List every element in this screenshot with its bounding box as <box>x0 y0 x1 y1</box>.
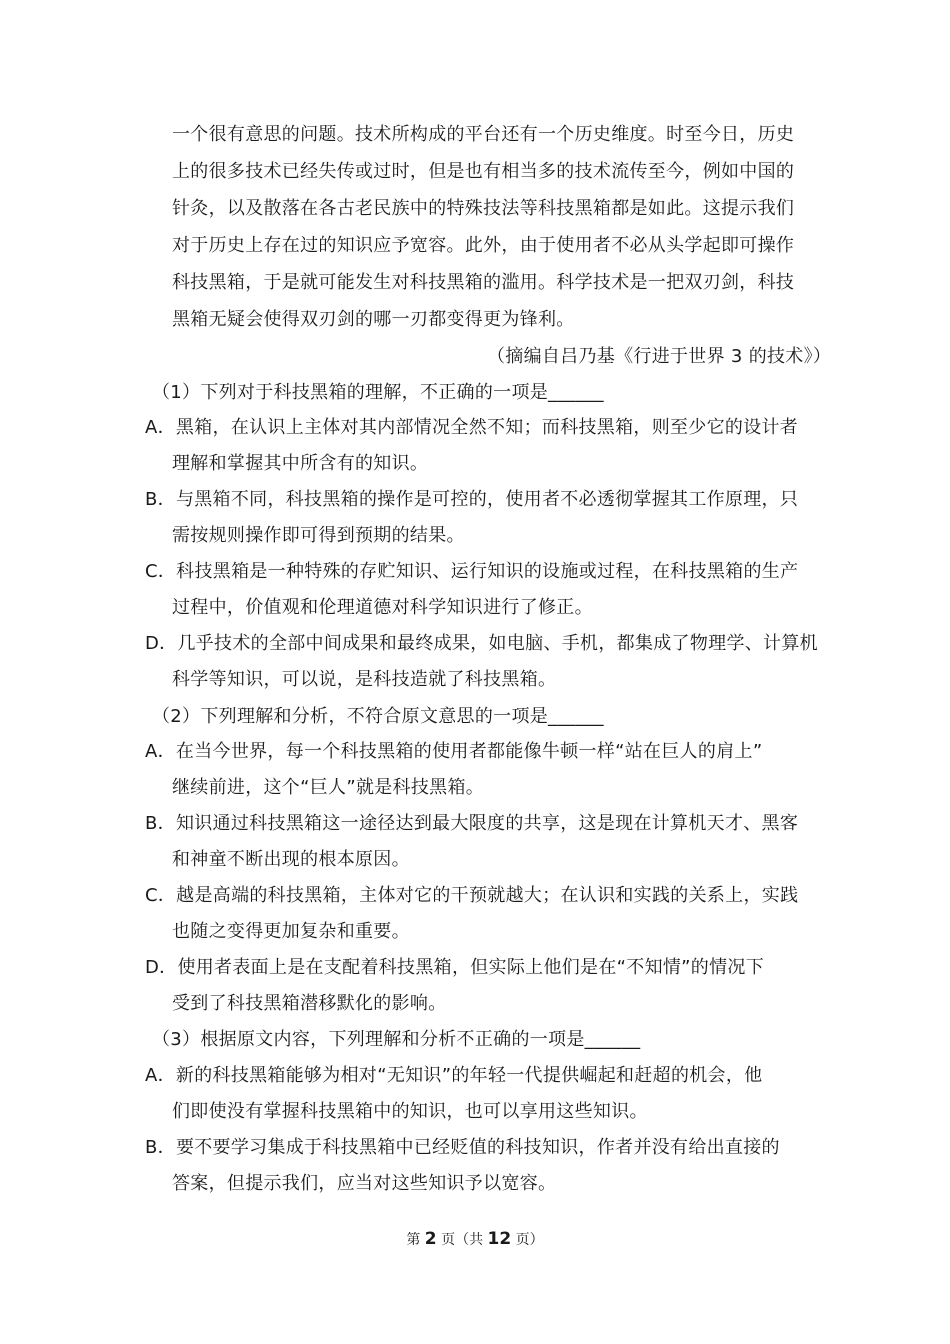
option-b: B．要不要学习集成于科技黑箱中已经贬值的科技知识，作者并没有给出直接的 <box>145 1137 780 1158</box>
option-a: A．黑箱，在认识上主体对其内部情况全然不知；而科技黑箱，则至少它的设计者 <box>145 417 799 438</box>
option-b-continued: 和神童不断出现的根本原因。 <box>172 849 410 870</box>
option-c: C．科技黑箱是一种特殊的存贮知识、运行知识的设施或过程，在科技黑箱的生产 <box>145 561 799 582</box>
option-d-continued: 受到了科技黑箱潜移默化的影响。 <box>172 993 447 1014</box>
option-a-continued: 继续前进，这个“巨人”就是科技黑箱。 <box>172 777 485 798</box>
footer-prefix: 第 <box>406 1232 425 1248</box>
option-a-continued: 理解和掌握其中所含有的知识。 <box>172 453 429 474</box>
option-c-continued: 过程中，价值观和伦理道德对科学知识进行了修正。 <box>172 597 593 618</box>
option-a: A．新的科技黑箱能够为相对“无知识”的年轻一代提供崛起和赶超的机会，他 <box>145 1065 763 1086</box>
option-d: D．使用者表面上是在支配着科技黑箱，但实际上他们是在“不知情”的情况下 <box>145 957 765 978</box>
option-d-continued: 科学等知识，可以说，是科技造就了科技黑箱。 <box>172 669 557 690</box>
passage-source: （摘编自吕乃基《行进于世界 3 的技术》） <box>487 346 832 367</box>
option-d: D．几乎技术的全部中间成果和最终成果，如电脑、手机，都集成了物理学、计算机 <box>145 633 818 654</box>
option-b: B．知识通过科技黑箱这一途径达到最大限度的共享，这是现在计算机天才、黑客 <box>145 813 799 834</box>
question-stem: （1）下列对于科技黑箱的理解，不正确的一项是______ <box>152 382 604 403</box>
option-b-continued: 答案，但提示我们，应当对这些知识予以宽容。 <box>172 1173 557 1194</box>
footer-page-number: 2 <box>424 1229 437 1249</box>
option-b: B．与黑箱不同，科技黑箱的操作是可控的，使用者不必透彻掌握其工作原理，只 <box>145 489 799 510</box>
footer-total-pages: 12 <box>487 1229 512 1249</box>
passage-line: 对于历史上存在过的知识应予宽容。此外，由于使用者不必从头学起即可操作 <box>172 235 795 256</box>
option-a-continued: 们即使没有掌握科技黑箱中的知识，也可以享用这些知识。 <box>172 1101 648 1122</box>
question-stem: （2）下列理解和分析，不符合原文意思的一项是______ <box>152 706 604 727</box>
passage-line: 科技黑箱，于是就可能发生对科技黑箱的滥用。科学技术是一把双刃剑，科技 <box>172 272 795 293</box>
option-b-continued: 需按规则操作即可得到预期的结果。 <box>172 525 465 546</box>
option-c: C．越是高端的科技黑箱，主体对它的干预就越大；在认识和实践的关系上，实践 <box>145 885 799 906</box>
question-stem: （3）根据原文内容，下列理解和分析不正确的一项是______ <box>152 1029 641 1050</box>
option-c-continued: 也随之变得更加复杂和重要。 <box>172 921 410 942</box>
passage-line: 针灸，以及散落在各古老民族中的特殊技法等科技黑箱都是如此。这提示我们 <box>172 198 795 219</box>
footer-suffix: 页） <box>511 1232 544 1248</box>
passage-line: 黑箱无疑会使得双刃剑的哪一刃都变得更为锋利。 <box>172 309 575 330</box>
footer-middle: 页（共 <box>436 1232 488 1248</box>
page-footer <box>0 1229 950 1250</box>
option-a: A．在当今世界，每一个科技黑箱的使用者都能像牛顿一样“站在巨人的肩上” <box>145 741 763 762</box>
passage-line: 上的很多技术已经失传或过时，但是也有相当多的技术流传至今，例如中国的 <box>172 161 795 182</box>
passage-line: 一个很有意思的问题。技术所构成的平台还有一个历史维度。时至今日，历史 <box>172 124 795 145</box>
